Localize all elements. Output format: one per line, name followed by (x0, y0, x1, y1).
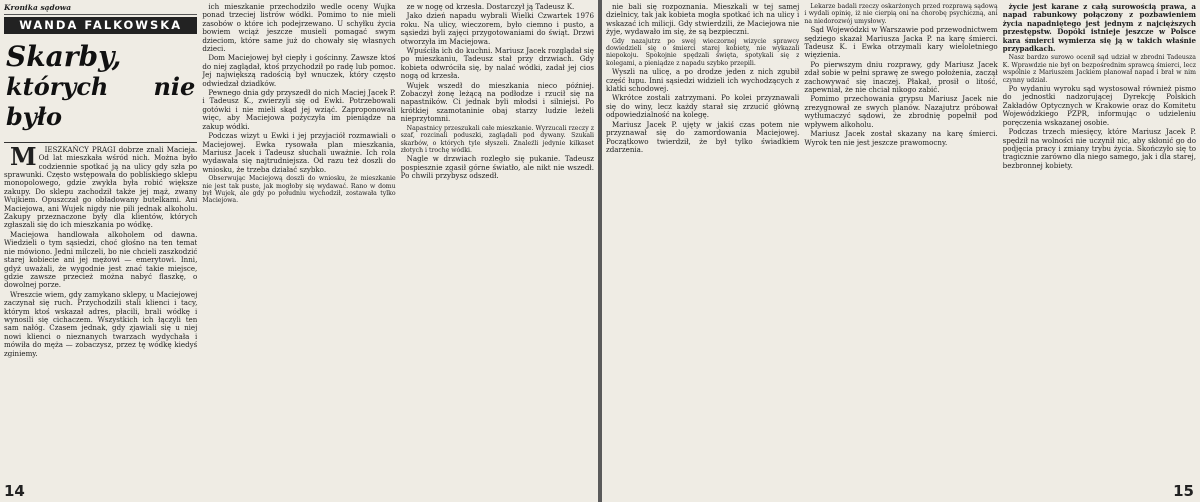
left-columns (4, 3, 594, 481)
right-column-3 (1003, 3, 1196, 481)
paragraph: Jako dzień napadu wybrali Wielki Czwartek 1976 roku. Na ulicy, wieczorem, było ciemno i pusto, a sąsiedzi byli zajęci przygotowaniami do świąt. Drzwi otworzyła im Maciejowa. (400, 11, 594, 46)
paragraph: ze w nogę od krzesła. Dostarczył ją Tadeusz K. (406, 3, 575, 11)
article-title (6, 39, 196, 132)
paragraph: Wpuściła ich do kuchni. Mariusz Jacek rozglądał się po mieszkaniu, Tadeusz stał przy drzwiach. Gdy kobieta odwróciła się, by nalać wódki, zadał jej cios nogą od krzesła. (400, 46, 594, 81)
paragraph: Sąd Wojewódzki w Warszawie pod przewodnictwem sędziego skazał Mariusza Jacka P. na karę śmierci. Tadeusz K. i Ewka otrzymali kary wieloletniego więzienia. (804, 25, 998, 60)
paragraph: Wreszcie wiem, gdy zamykano sklepy, u Maciejowej zaczynał się ruch. Przychodzili stali klienci i tacy, którym ktoś wskazał adres, płacili, brali wódkę i wynosili się cichaczem. Wszystkich ich łączyli ten sam nałóg. Czasem jednak, gdy zjawiali się u niej nowi klienci o nieznanych twarzach wydychała i mówiła do męża — zobaczysz, przez tę wódkę kiedyś zginiemy. (4, 289, 198, 358)
paragraph: życie jest karane z całą surowością prawa, a napad rabunkowy połączony z pozbawieniem życia napadniętego jest jednym z najcięższych przestępstw. Dopóki istnieje jeszcze w Polsce kara śmierci wymierza się ją w takich właśnie przypadkach. (1002, 3, 1196, 54)
paragraph: Lekarze badali rzeczy oskarżonych przed rozprawą sądową i wydali opinię, iż nie cierpią oni na chorobę psychiczną, ani na niedorozwój umysłowy. (804, 3, 998, 25)
paragraph: Po wydaniu wyroku sąd wystosował również pismo do jednostki nadzorującej Dyrekcję Polskich Zakładów Optycznych w Krakowie oraz do Komitetu Wojewódzkiego PZPR, informując o udzieleniu poręczenia wskazanej osobie. (1002, 84, 1196, 127)
left-column-3 (401, 3, 594, 481)
page-number-left: 14 (4, 482, 25, 500)
paragraph: Po pierwszym dniu rozprawy, gdy Mariusz Jacek zdał sobie w pełni sprawę ze swego położenia, zaczął zachowywać się inaczej. Płakał, prosił o litość, zapewniał, że nie chciał nikogo zabić. (804, 59, 998, 95)
paragraph: Pomimo przechowania grypsu Mariusz Jacek nie zrezygnował ze swych planów. Nazajutrz próbował wytłumaczyć sądowi, że zbrodnię popełnił pod wpływem alkoholu. (804, 94, 998, 129)
paragraph: Gdy nazajutrz po swej wieczornej wizycie sprawcy dowiedzieli się o śmierci starej kobiety, nie wykazali niepokoju. Spokojnie spędzali święta, spotykali się z kolegami, a pieniądze z napadu szybko przepili. (606, 37, 800, 67)
title-line-1: Skarby, (6, 39, 122, 73)
paragraph: Wkrótce zostali zatrzymani. Po kolei przyznawali się do winy, lecz każdy starał się zrzucić główną odpowiedzialność na kolegę. (606, 93, 800, 120)
title-line-2: których nie było (6, 71, 196, 131)
paragraph: Maciejowa handlowała alkoholem od dawna. Wiedzieli o tym sąsiedzi, choć głośno na ten temat nie mówiono. Jedni milczeli, bo nie chcieli zaszkodzić starej kobiecie ani jej mężowi — emerytowi. Inni, gdyż uważali, że wygodnie jest znać takie miejsce, gdzie zawsze przecież można nabyć flaszkę, o dowolnej porze. (4, 229, 198, 290)
article-header (4, 3, 197, 143)
right-page (602, 0, 1200, 502)
paragraph: Podczas wizyt u Ewki i jej przyjaciół rozmawiali o Maciejowej. Ewka rysowała plan mieszkania, Mariusz Jacek i Tadeusz słuchali uważnie. Ich rola wydawała się najtrudniejsza. Od razu też doszli do wniosku, że trzeba działać szybko. (202, 131, 396, 174)
paragraph: Dom Maciejowej był ciepły i gościnny. Zawsze ktoś do niej zaglądał, ktoś przychodził po radę lub pomoc. Jej największą radością był wnuczek, który często odwiedzał dziadków. (202, 53, 396, 88)
left-column-2 (202, 3, 395, 481)
page-number-right: 15 (1173, 482, 1194, 500)
section-rubric: Kronika sądowa (4, 3, 197, 15)
paragraph: Wyszli na ulicę, a po drodze jeden z nich zgubił część łupu. Inni sąsiedzi widzieli ich wychodzących z klatki schodowej. (606, 67, 800, 94)
paragraph: Mariusz Jacek został skazany na karę śmierci. Wyrok ten nie jest jeszcze prawomocny. (804, 129, 998, 147)
paragraph: Wujek wszedł do mieszkania nieco później. Zobaczył żonę leżącą na podłodze i rzucił się na napastników. Ci jednak byli młodsi i silniejsi. Po krótkiej szamotaninie obaj starzy ludzie leżeli nieprzytomni. (400, 80, 594, 124)
paragraph: MIESZKAŃCY PRAGI dobrze znali Macieja. Od lat mieszkała wśród nich. Można było codziennie spotkać ją na ulicy gdy szła po sprawunki. Często wstępowała do pobliskiego sklepu monopolowego, gdzie zwykła była robić większe zakupy. Do sklepu zachodził także jej mąż, zwany Wujkiem. Opuszczał go obładowany butelkami. Ani Maciejowa, ani Wujek nigdy nie pili jednak alkoholu. Zakupy przeznaczone były dla klientów, których zgłaszali się do ich mieszkania po wódkę. (4, 141, 198, 230)
paragraph: Pewnego dnia gdy przyszedł do nich Maciej Jacek P. i Tadeusz K., zwierzyli się od Ewki. Potrzebowali gotówki i nie mieli skąd jej wziąć. Zaproponowali więc, aby Maciejowa pożyczyła im pieniądze na zakup wódki. (202, 88, 396, 131)
paragraph: Mariusz Jacek P. ujęty w jakiś czas potem nie przyznawał się do zamordowania Maciejowej. Początkowo twierdził, że był tylko świadkiem zdarzenia. (606, 119, 800, 154)
paragraph: Nasz bardzo surowo ocenił sąd udział w zbrodni Tadeusza K. Wprawdzie nie był on bezpośrednim sprawcą śmierci, lecz wspólnie z Mariuszem Jackiem planował napad i brał w nim czynny udział. (1002, 54, 1196, 84)
right-column-1 (606, 3, 799, 481)
right-column-2 (804, 3, 997, 481)
paragraph: nie bali się rozpoznania. Mieszkali w tej samej dzielnicy, tak jak kobieta mogła spotkać ich na ulicy i wskazać ich milicji. Gdy stwierdzili, że Maciejowa nie żyje, wydawało im się, że są bezpieczni. (606, 3, 800, 37)
paragraph: Napastnicy przeszukali całe mieszkanie. Wyrzucali rzeczy z szaf, rozcinali poduszki, zaglądali pod dywany. Szukali skarbów, o których tyle słyszeli. Znaleźli jedynie kilkaset złotych i trochę wódki. (400, 124, 594, 154)
paragraph: ich mieszkanie przechodziło wedle oceny Wujka ponad trzeciej listrów wódki. Pomimo to nie mieli zasobów o które ich podejrzewano. U schyłku życia bowiem wciąż jeszcze musieli pomagać swym dzieciom, które same już do chowały się własnych dzieci. (202, 3, 396, 54)
paragraph: Nagle w drzwiach rozległo się pukanie. Tadeusz pospiesznie zgasił górne światło, ale nikt nie wszedł. Po chwili przybysz odszedł. (400, 154, 594, 181)
paragraph: Podczas trzech miesięcy, które Mariusz Jacek P. spędził na wolności nie uczynił nic, aby skłonić go do podjęcia pracy i zmiany trybu życia. Skończyło się to tragicznie zarówno dla niego samego, jak i dla starej, bezbronnej kobiety. (1002, 127, 1196, 170)
author-name: WANDA FALKOWSKA (4, 17, 197, 33)
left-page (0, 0, 598, 502)
left-column-1 (4, 3, 197, 481)
paragraph: Obserwując Maciejową doszli do wniosku, że mieszkanie nie jest tak puste, jak mogłoby się wydawać. Rano w domu był Wujek, ale gdy po południu wychodził, zostawała tylko Maciejowa. (202, 175, 396, 205)
right-columns (606, 3, 1196, 481)
